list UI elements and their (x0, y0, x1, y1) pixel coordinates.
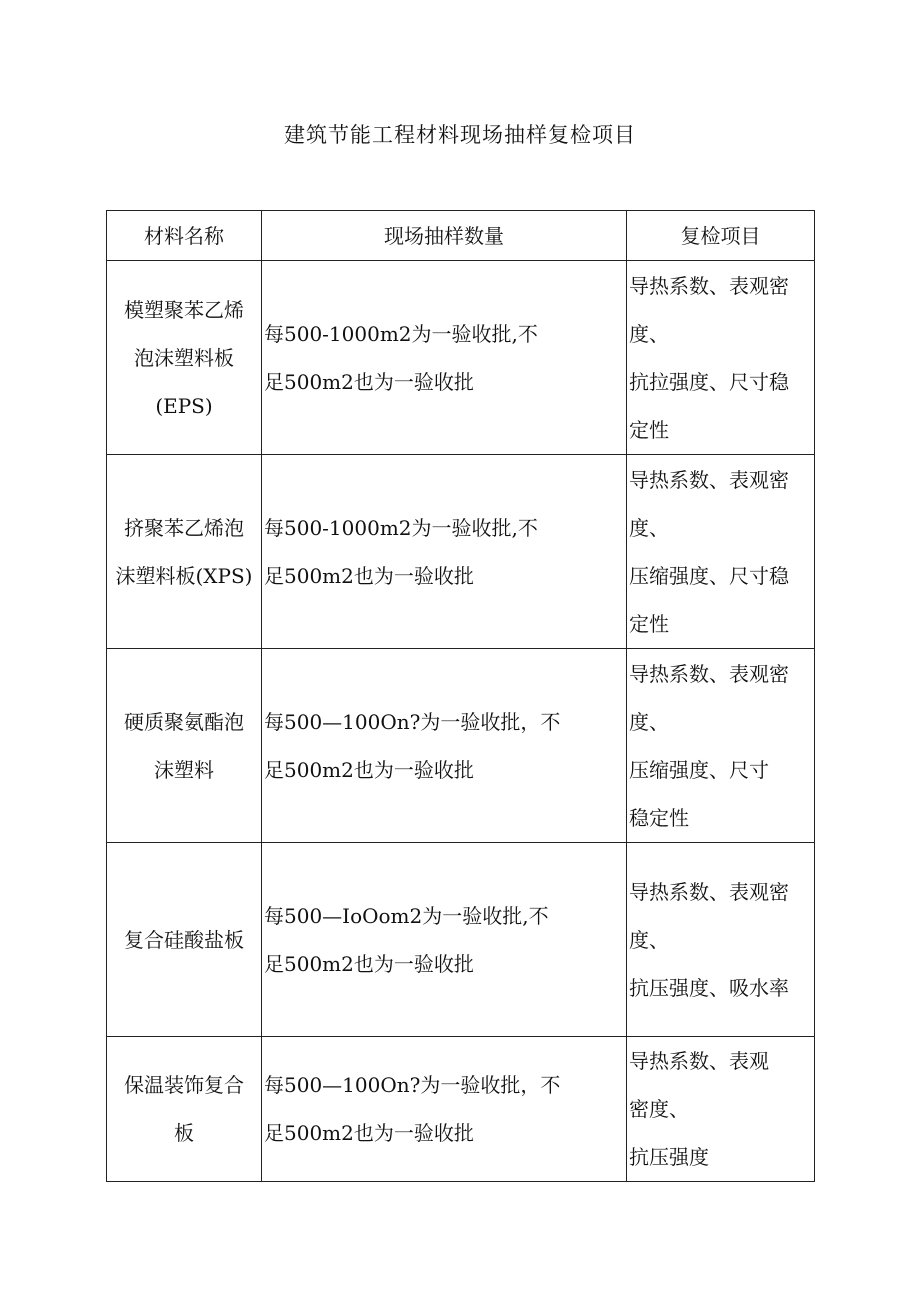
inspection-item-line: 导热系数、表观密 (629, 467, 789, 492)
sampling-quantity-cell (262, 455, 627, 649)
inspection-items-cell (627, 1037, 815, 1182)
material-name-cell (107, 843, 262, 1037)
inspection-items-cell (627, 455, 815, 649)
material-name-line: 沫塑料板(XPS) (115, 563, 253, 588)
sampling-quantity-line: 足500m2也为一验收批 (264, 757, 474, 782)
sampling-quantity-cell (262, 649, 627, 843)
inspection-item-line: 抗压强度、吸水率 (629, 975, 789, 1000)
material-name-cell (107, 261, 262, 455)
material-name-cell (107, 1037, 262, 1182)
sampling-quantity-cell (262, 1037, 627, 1182)
sampling-quantity-line: 足500m2也为一验收批 (264, 951, 474, 976)
material-name-line: 挤聚苯乙烯泡 (124, 515, 244, 540)
material-name-line: 沫塑料 (154, 757, 214, 782)
inspection-item-line: 导热系数、表观 (629, 1049, 769, 1073)
material-name-cell (107, 455, 262, 649)
sampling-quantity-line: 每500-1000m2为一验收批,不 (264, 515, 538, 540)
inspection-item-line: 定性 (629, 611, 669, 636)
inspection-item-line: 压缩强度、尺寸稳 (629, 563, 789, 588)
inspection-item-line: 导热系数、表观密 (629, 661, 789, 686)
inspection-item-line: 抗拉强度、尺寸稳 (629, 369, 789, 394)
inspection-items-cell (627, 649, 815, 843)
sampling-quantity-line: 足500m2也为一验收批 (264, 1121, 474, 1145)
inspection-items-cell (627, 843, 815, 1037)
inspection-item-line: 抗压强度 (629, 1145, 709, 1169)
material-name-line: 板 (174, 1121, 194, 1145)
header-sampling-quantity: 现场抽样数量 (262, 211, 627, 261)
material-name-line: 泡沫塑料板 (134, 345, 234, 370)
table-row (107, 455, 815, 649)
sampling-quantity-line: 每500-1000m2为一验收批,不 (264, 321, 538, 346)
inspection-item-line: 导热系数、表观密 (629, 879, 789, 904)
table-row (107, 843, 815, 1037)
inspection-item-line: 稳定性 (629, 805, 689, 830)
sampling-quantity-line: 足500m2也为一验收批 (264, 369, 474, 394)
inspection-item-line: 密度、 (629, 1097, 689, 1121)
sampling-quantity-cell (262, 261, 627, 455)
material-name-line: 模塑聚苯乙烯 (124, 297, 244, 322)
table-header-row (107, 211, 815, 261)
header-inspection-items: 复检项目 (627, 211, 815, 261)
material-name-line: 复合硅酸盐板 (124, 927, 244, 952)
material-name-line: 硬质聚氨酯泡 (124, 709, 244, 734)
sampling-quantity-line: 足500m2也为一验收批 (264, 563, 474, 588)
inspection-item-line: 导热系数、表观密 (629, 273, 789, 298)
inspection-item-line: 度、 (629, 515, 669, 540)
sampling-quantity-line: 每500—100On?为一验收批，不 (264, 1073, 561, 1097)
inspection-item-line: 度、 (629, 321, 669, 346)
inspection-item-line: 压缩强度、尺寸 (629, 757, 769, 782)
material-name-cell (107, 649, 262, 843)
inspection-items-cell (627, 261, 815, 455)
table-row (107, 1037, 815, 1182)
page-title: 建筑节能工程材料现场抽样复检项目 (284, 123, 636, 147)
sampling-quantity-line: 每500—IoOom2为一验收批,不 (264, 903, 549, 928)
table-row (107, 649, 815, 843)
material-inspection-table (106, 210, 815, 1182)
sampling-quantity-line: 每500—100On?为一验收批，不 (264, 709, 561, 734)
table-row (107, 261, 815, 455)
inspection-item-line: 定性 (629, 417, 669, 442)
sampling-quantity-cell (262, 843, 627, 1037)
inspection-item-line: 度、 (629, 709, 669, 734)
inspection-item-line: 度、 (629, 927, 669, 952)
material-name-line: 保温装饰复合 (124, 1073, 244, 1097)
header-material-name: 材料名称 (107, 211, 262, 261)
material-name-line: (EPS) (155, 393, 213, 418)
